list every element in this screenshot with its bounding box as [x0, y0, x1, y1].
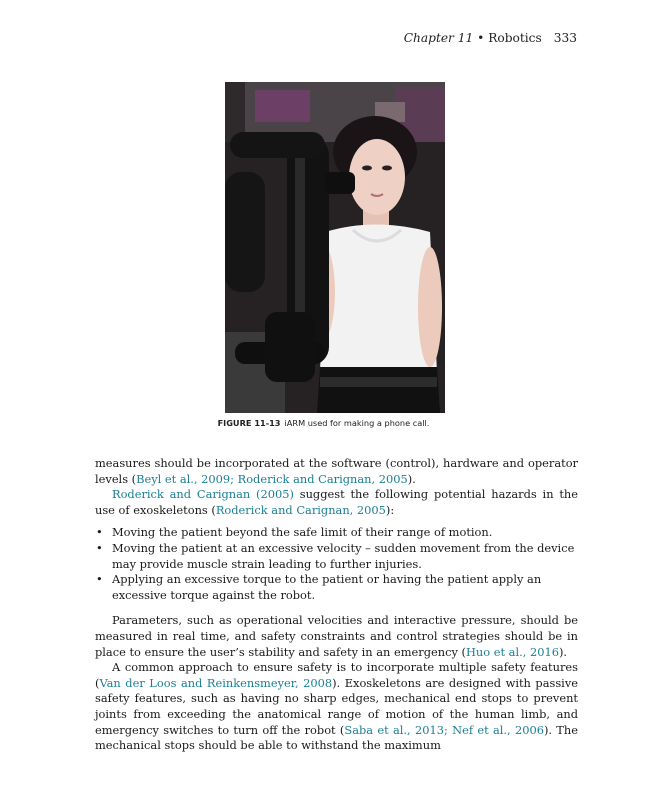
hazard-list — [95, 525, 578, 603]
p4-mid: ). Exoskeletons are designed with passive safety features, such as having no sharp edges, mechanical end stops to prevent joints from exceeding the anatomical range of motion of the human limb, and emergency switches to turn off the robot ( — [95, 675, 578, 737]
body-text — [95, 456, 578, 754]
list-item — [95, 572, 578, 603]
citation-link[interactable]: Roderick and Carignan (2005) — [112, 487, 294, 502]
paragraph-2 — [95, 487, 578, 518]
p3-tail: ). — [558, 644, 568, 659]
figure-caption — [0, 418, 647, 428]
p1-tail: ). — [407, 471, 416, 486]
list-item — [95, 541, 578, 572]
citation-link[interactable]: Roderick and Carignan, 2005 — [215, 502, 386, 517]
p2-text: suggest the following potential hazards in the use of exoskeletons ( — [95, 487, 579, 517]
paragraph-4 — [95, 660, 578, 754]
citation-link[interactable]: Saba et al., 2013; Nef et al., 2006 — [344, 722, 544, 737]
p2-tail: ): — [385, 502, 395, 517]
figure-photo — [225, 82, 445, 413]
list-item — [95, 525, 578, 541]
bullet-icon: • — [96, 572, 103, 587]
bullet-icon: • — [96, 540, 103, 555]
citation-link[interactable]: Huo et al., 2016 — [465, 644, 559, 659]
p4-tail: ). The mechanical stops should be able to withstand the maximum — [95, 722, 578, 753]
page-number: 333 — [553, 31, 577, 45]
paragraph-1 — [95, 456, 578, 487]
chapter-label: Chapter 11 — [403, 31, 474, 45]
p4-text: A common approach to ensure safety is to incorporate multiple safety features ( — [95, 660, 578, 690]
list-item-text: Applying an excessive torque to the patient or having the patient apply an excessive torque against the robot. — [112, 572, 542, 602]
section-label: Robotics — [488, 31, 542, 45]
paragraph-3 — [95, 613, 578, 660]
p3-text: Parameters, such as operational velocities and interactive pressure, should be measured in real time, and safety constraints and control strategies should be in place to ensure the user’s stability and safety in an emergency ( — [95, 613, 578, 659]
figure-label: FIGURE 11-13 — [217, 418, 281, 428]
running-header — [404, 31, 577, 45]
citation-link[interactable]: Van der Loos and Reinkensmeyer, 2008 — [99, 675, 333, 690]
bullet-icon: • — [96, 525, 103, 540]
iarm-phone-photo — [225, 82, 445, 413]
citation-link[interactable]: Beyl et al., 2009; Roderick and Carignan, 2005 — [136, 471, 408, 486]
p1-text: measures should be incorporated at the software (control), hardware and operator levels ( — [95, 456, 578, 486]
header-separator: • — [473, 31, 489, 45]
list-item-text: Moving the patient at an excessive velocity – sudden movement from the device may provide muscle strain leading to further injuries. — [112, 540, 575, 571]
figure-caption-text: iARM used for making a phone call. — [284, 418, 430, 428]
list-item-text: Moving the patient beyond the safe limit of their range of motion. — [112, 525, 493, 540]
